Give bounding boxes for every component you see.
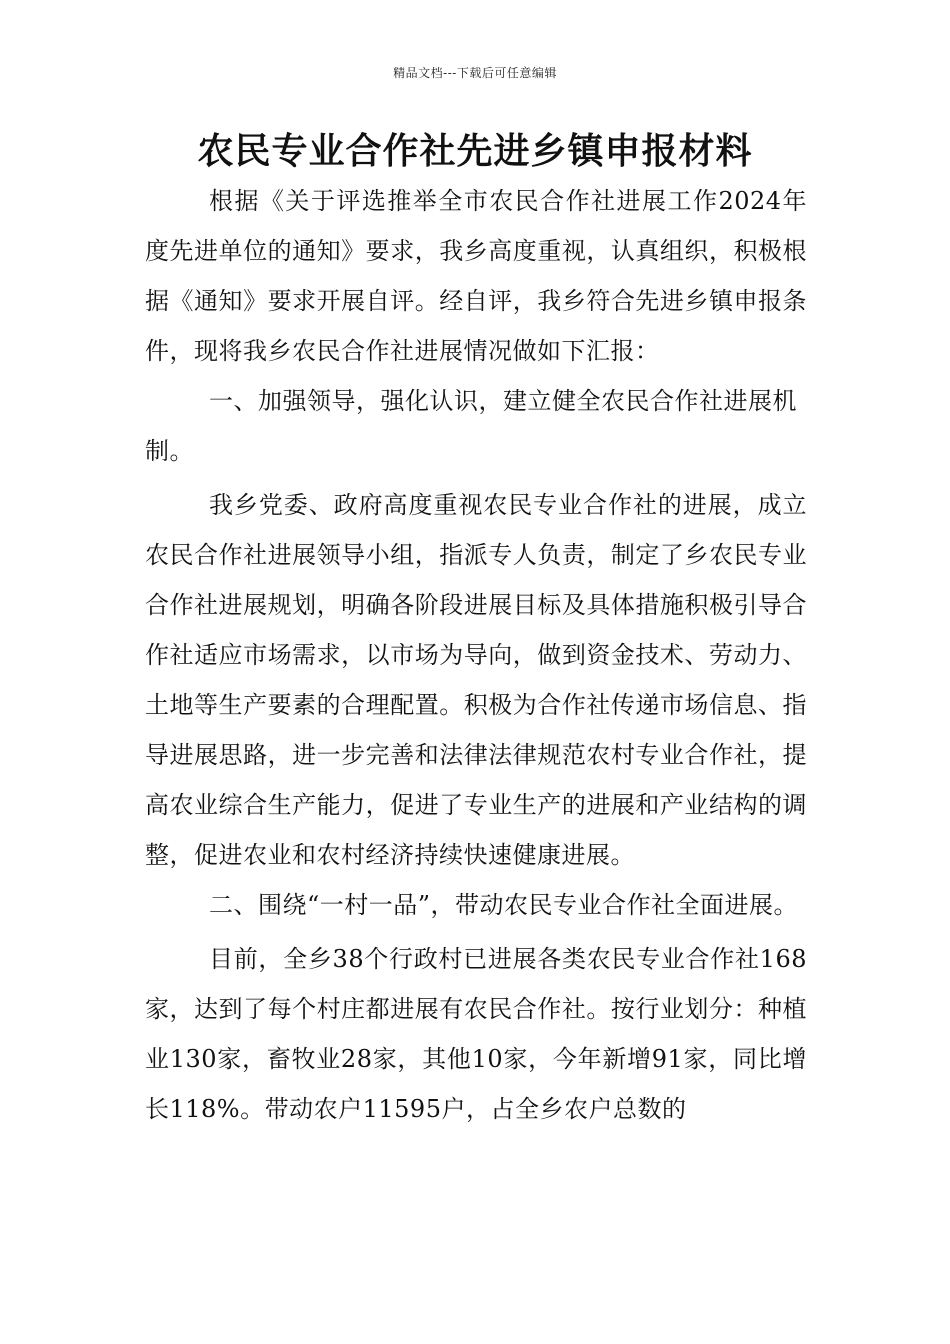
section-heading-2: 二、围绕“一村一品”，带动农民专业合作社全面进展。: [209, 891, 799, 919]
page-header-note: 精品文档---下载后可任意编辑: [393, 66, 557, 80]
section-heading-1: 一、加强领导，强化认识，建立健全农民合作社进展机制。: [145, 387, 797, 465]
paragraph-section-1: 我乡党委、政府高度重视农民专业合作社的进展，成立农民合作社进展领导小组，指派专人负责，制定了乡农民专业合作社进展规划，明确各阶段进展目标及具体措施积极引导合作社适应市场需求，以市场为导向，做到资金技术、劳动力、土地等生产要素的合理配置。积极为合作社传递市场信息、指导进展思路，进一步完善和法律法律规范农村专业合作社，提高农业综合生产能力，促进了专业生产的进展和产业结构的调整，促进农业和农村经济持续快速健康进展。: [145, 491, 807, 869]
document-body: [145, 176, 807, 1134]
document-title: 农民专业合作社先进乡镇申报材料: [197, 131, 753, 172]
paragraph-intro: 根据《关于评选推举全市农民合作社进展工作2024年度先进单位的通知》要求，我乡高度重视，认真组织，积极根据《通知》要求开展自评。经自评，我乡符合先进乡镇申报条件，现将我乡农民合作社进展情况做如下汇报：: [145, 187, 807, 365]
paragraph-section-2: 目前，全乡38个行政村已进展各类农民专业合作社168家，达到了每个村庄都进展有农民合作社。按行业划分：种植业130家，畜牧业28家，其他10家，今年新增91家，同比增长118%。带动农户11595户，占全乡农户总数的: [145, 945, 807, 1123]
